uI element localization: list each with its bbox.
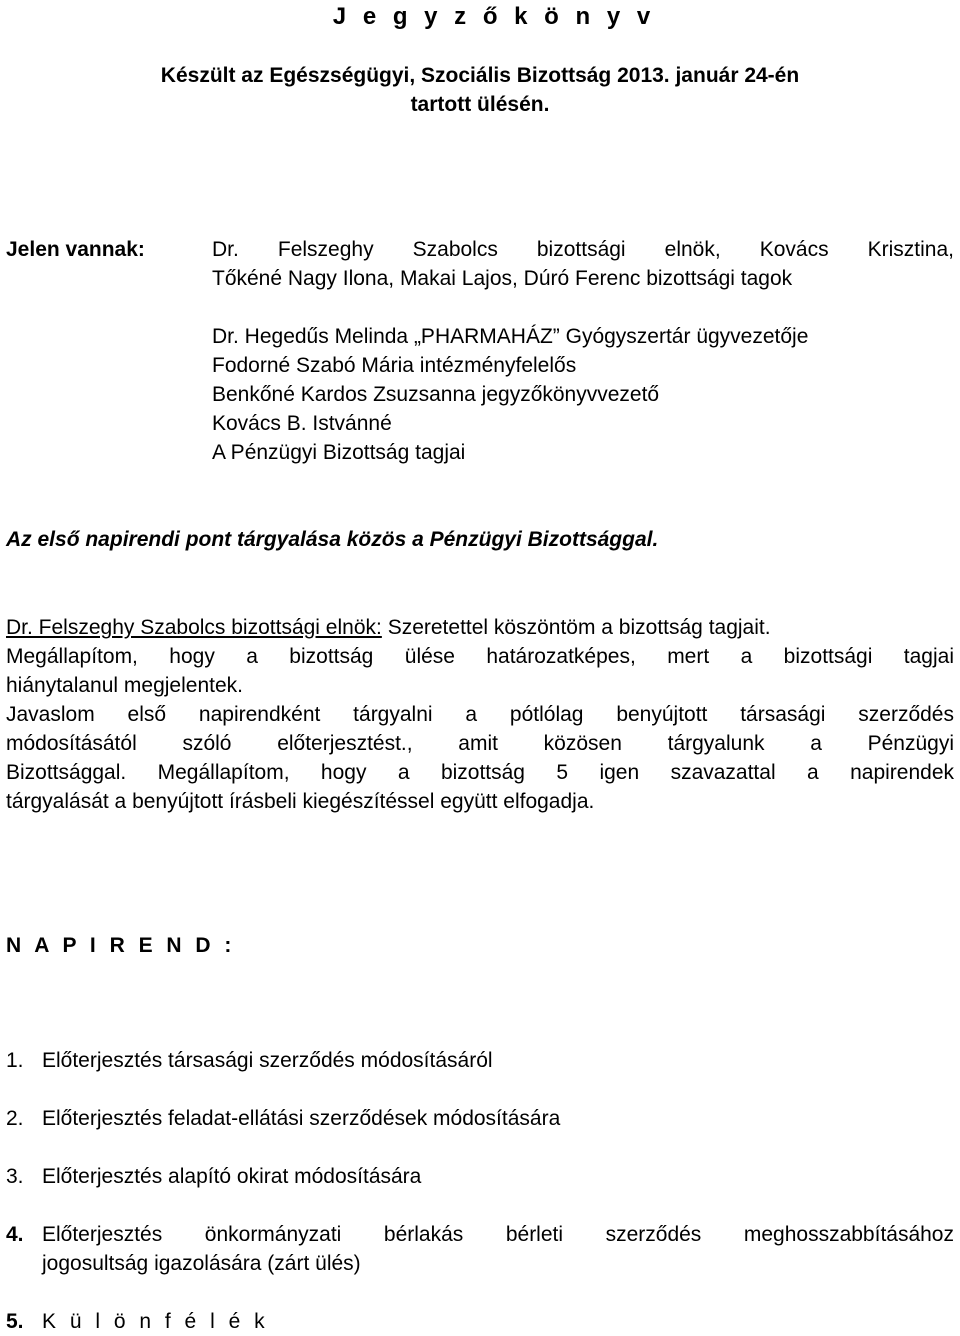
- agenda-item-text: Előterjesztés feladat-ellátási szerződések módosítására: [42, 1107, 561, 1130]
- members-line-2: Tőkéné Nagy Ilona, Makai Lajos, Dúró Ferenc bizottsági tagok: [212, 267, 793, 290]
- agenda-item-text: Előterjesztés alapító okirat módosítására: [42, 1165, 422, 1188]
- members-line-1: Dr. Felszeghy Szabolcs bizottsági elnök, Kovács Krisztina,: [212, 238, 954, 261]
- present-label: Jelen vannak:: [6, 238, 145, 261]
- speaker-name: Dr. Felszeghy Szabolcs bizottsági elnök:: [6, 616, 382, 639]
- agenda-heading: N A P I R E N D :: [6, 934, 236, 957]
- speech-opening: [6, 613, 954, 642]
- guest-item: A Pénzügyi Bizottság tagjai: [212, 441, 466, 464]
- guest-item: Dr. Hegedűs Melinda „PHARMAHÁZ” Gyógyszertár ügyvezetője: [212, 325, 809, 348]
- guest-item: Fodorné Szabó Mária intézményfelelős: [212, 354, 577, 377]
- guest-item: Kovács B. Istvánné: [212, 412, 392, 435]
- agenda-item-4: [6, 1220, 954, 1278]
- speech-line: módosításától szóló előterjesztést., amit közösen tárgyalunk a Pénzügyi: [6, 732, 954, 755]
- present-members: [212, 235, 954, 293]
- speech-line: Javaslom első napirendként tárgyalni a pótlólag benyújtott társasági szerződés: [6, 703, 954, 726]
- speech-line: tárgyalását a benyújtott írásbeli kiegészítéssel együtt elfogadja.: [6, 790, 595, 813]
- speech-line: Bizottsággal. Megállapítom, hogy a bizottság 5 igen szavazattal a napirendek: [6, 761, 954, 784]
- agenda-item-number: 5.: [6, 1310, 24, 1333]
- guest-list: [212, 322, 954, 467]
- document-subtitle: [0, 61, 960, 119]
- speech-greeting: Szeretettel köszöntöm a bizottság tagjait.: [381, 616, 771, 639]
- agenda-item-number: 4.: [6, 1223, 24, 1246]
- agenda-item-text-line-1: Előterjesztés önkormányzati bérlakás bérleti szerződés meghosszabbításához: [42, 1223, 954, 1246]
- chair-speech: [6, 613, 954, 816]
- document-title: J e g y z ő k ö n y v: [332, 3, 656, 30]
- agenda-item-text: [42, 1220, 954, 1278]
- subtitle-line-1: Készült az Egészségügyi, Szociális Bizottság 2013. január 24-én: [160, 64, 800, 87]
- agenda-item-number: 3.: [6, 1165, 24, 1188]
- agenda-item-text: Előterjesztés társasági szerződés módosításáról: [42, 1049, 493, 1072]
- agenda-item-number: 2.: [6, 1107, 24, 1130]
- subtitle-line-2: tartott ülésén.: [410, 93, 550, 116]
- agenda-item-text-line-2: jogosultság igazolására (zárt ülés): [42, 1252, 361, 1275]
- joint-agenda-note: Az első napirendi pont tárgyalása közös a Pénzügyi Bizottsággal.: [6, 528, 659, 551]
- agenda-item-text: K ü l ö n f é l é k: [42, 1310, 269, 1333]
- guest-item: Benkőné Kardos Zsuzsanna jegyzőkönyvvezető: [212, 383, 660, 406]
- speech-line: hiánytalanul megjelentek.: [6, 674, 243, 697]
- agenda-item-number: 1.: [6, 1049, 24, 1072]
- speech-line: Megállapítom, hogy a bizottság ülése határozatképes, mert a bizottsági tagjai: [6, 645, 954, 668]
